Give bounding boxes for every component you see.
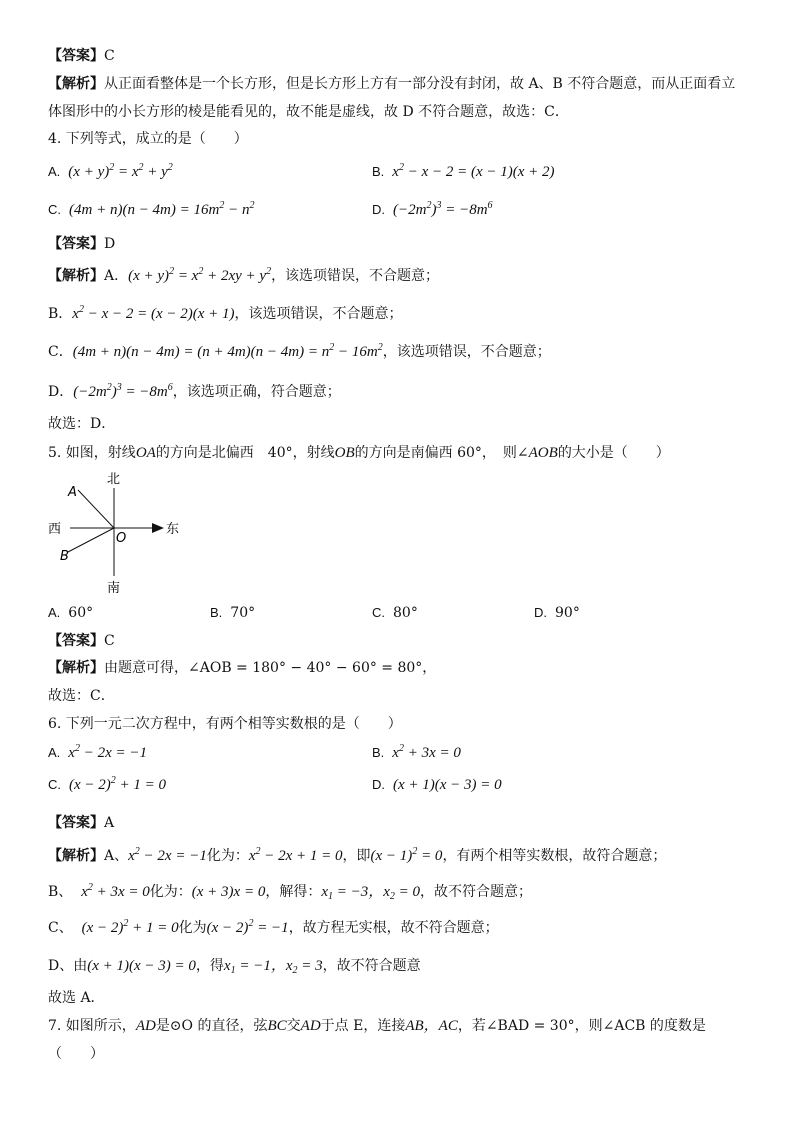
- ray-ob: [68, 528, 114, 552]
- q6-stem: 6. 下列一元二次方程中，有两个相等实数根的是（ ）: [48, 716, 402, 732]
- q5-option-a: A. 60°: [48, 605, 94, 621]
- q5-option-d: D. 90°: [534, 605, 580, 621]
- q5-stem: 5. 如图，射线OA的方向是北偏西 40°，射线OB的方向是南偏西 60°， 则∠AOB的大小是（ ）: [48, 445, 670, 461]
- q3-answer: 【答案】C: [48, 48, 115, 64]
- q6-analysis-c: C、 $(x - 2)^2 + 1 = 0$化为$(x - 2)^2 = -1$，故方程无实根，故不符合题意；: [48, 918, 499, 936]
- ray-oa: [78, 490, 114, 528]
- q4-answer: 【答案】D: [48, 236, 116, 252]
- q6-analysis-b: B、 $x^2 + 3x = 0$化为：(x + 3)x = 0，解得：$x_1 = -3$，$x_2 = 0$，故不符合题意；: [48, 882, 533, 902]
- q4-option-b: B. $x^2 - x - 2 = (x - 1)(x + 2)$: [372, 162, 555, 180]
- label-north: 北: [107, 472, 121, 487]
- q7-stem: 7. 如图所示，AD是⊙O 的直径，弦BC交AD于点 E，连接AB，AC，若∠BAD = 30°，则∠ACB 的度数是: [48, 1018, 706, 1034]
- q4-stem: 4. 下列等式，成立的是（ ）: [48, 131, 248, 147]
- q3-analysis-line1: 【解析】从正面看整体是一个长方形，但是长方形上方有一部分没有封闭，故 A、B 不符合题意，而从正面看立: [48, 76, 736, 92]
- q4-analysis-a: 【解析】A．$(x + y)^2 = x^2 + 2xy + y^2$，该选项错误，不合题意；: [48, 266, 440, 284]
- q6-conclusion: 故选 A．: [48, 990, 105, 1006]
- label-south: 南: [107, 581, 121, 596]
- q4-analysis-d: D．$(-2m^2)^3 = -8m^6$，该选项正确，符合题意；: [48, 382, 341, 400]
- label-b: B: [60, 549, 69, 564]
- q6-option-c: C. $(x - 2)^2 + 1 = 0$: [48, 775, 167, 793]
- q6-analysis-d: D、由(x + 1)(x − 3) = 0，得$x_1 = -1$，$x_2 = 3$，故不符合题意: [48, 958, 421, 976]
- q5-direction-figure: [40, 468, 190, 596]
- q4-analysis-b: B．$x^2 - x - 2 = (x - 2)(x + 1)$，该选项错误，不合题意；: [48, 304, 403, 322]
- q5-conclusion: 故选：C．: [48, 688, 115, 704]
- q4-option-c: C. $(4m + n)(n - 4m) = 16m^2 - n^2$: [48, 200, 255, 218]
- q7-stem-line2: （ ）: [48, 1046, 104, 1062]
- q6-option-b: B. $x^2 + 3x = 0$: [372, 743, 461, 761]
- q4-option-d: D. $(-2m^2)^3 = -8m^6$: [372, 200, 493, 218]
- east-arrow-icon: [152, 523, 164, 533]
- label-west: 西: [48, 522, 62, 537]
- q6-analysis-a: 【解析】A、$x^2 - 2x = -1$化为：$x^2 - 2x + 1 = 0$，即$(x - 1)^2 = 0$，有两个相等实数根，故符合题意；: [48, 846, 667, 864]
- q5-answer: 【答案】C: [48, 633, 115, 649]
- q5-option-b: B. 70°: [210, 605, 256, 621]
- q5-option-c: C. 80°: [372, 605, 418, 621]
- label-east: 东: [166, 522, 180, 537]
- q6-option-a: A. $x^2 - 2x = -1$: [48, 743, 147, 761]
- label-o: O: [116, 531, 127, 546]
- q6-answer: 【答案】A: [48, 815, 115, 831]
- label-a: A: [68, 485, 77, 500]
- q4-conclusion: 故选：D．: [48, 416, 116, 432]
- q4-analysis-c: C．$(4m + n)(n - 4m) = (n + 4m)(n - 4m) = n^2 - 16m^2$，该选项错误，不合题意；: [48, 342, 551, 360]
- q5-analysis: 【解析】由题意可得，∠AOB = 180° − 40° − 60° = 80°，: [48, 660, 437, 676]
- q3-analysis-line2: 体图形中的小长方形的棱是能看见的，故不能是虚线，故 D 不符合题意，故选：C．: [48, 104, 569, 120]
- q6-option-d: D. (x + 1)(x − 3) = 0: [372, 777, 502, 793]
- q4-option-a: A. $(x + y)^2 = x^2 + y^2$: [48, 162, 173, 180]
